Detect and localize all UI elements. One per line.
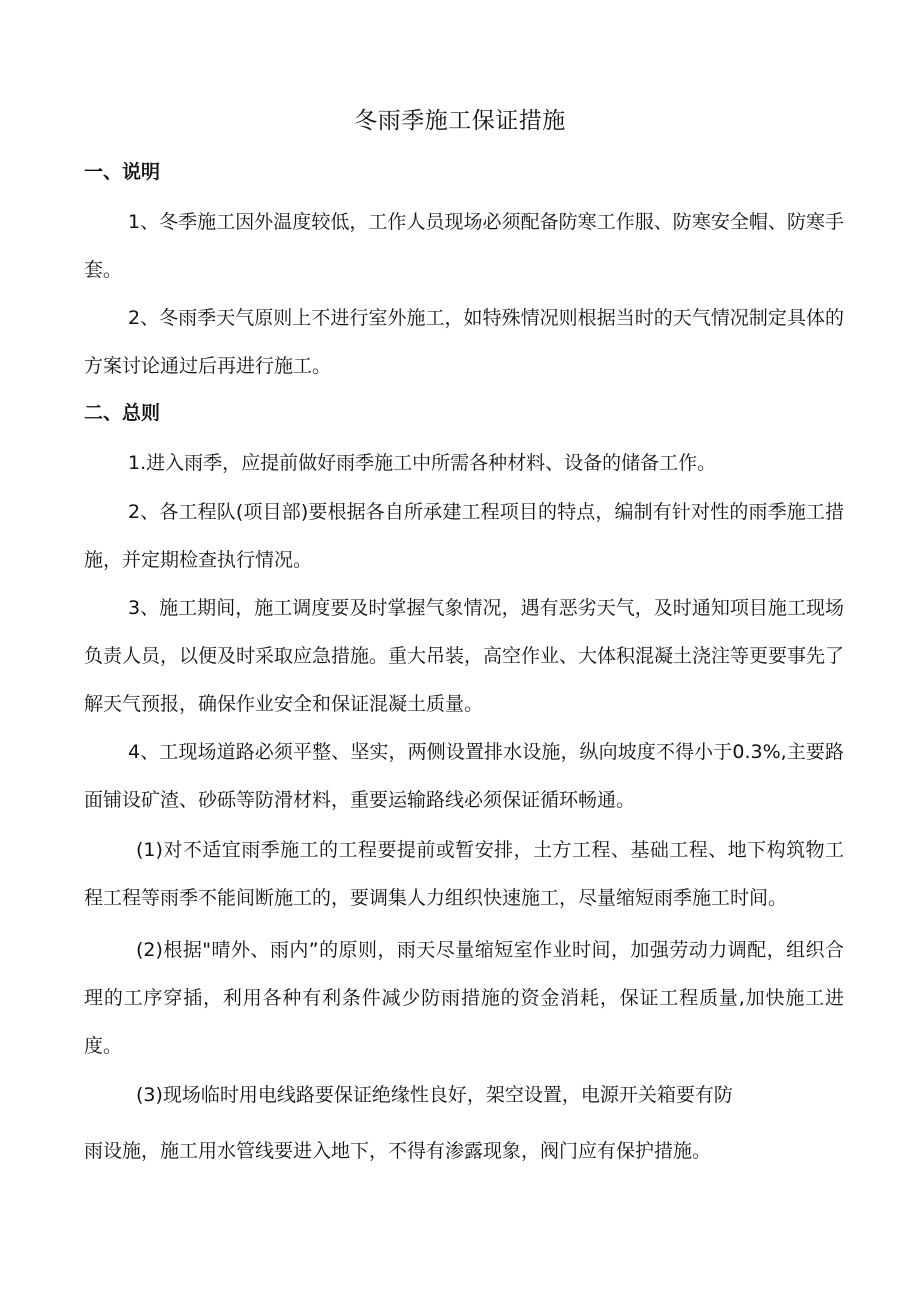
paragraph: (1)对不适宜雨季施工的工程要提前或暂安排，土方工程、基础工程、地下构筑物工程工程等雨季不能间断施工的，要调集人力组织快速施工，尽量缩短雨季施工时间。	[84, 839, 844, 909]
paragraph: 2、冬雨季天气原则上不进行室外施工，如特殊情况则根据当时的天气情况制定具体的方案讨论通过后再进行施工。	[84, 307, 844, 377]
paragraph: 2、各工程队(项目部)要根据各自所承建工程项目的特点，编制有针对性的雨季施工措施，并定期检查执行情况。	[84, 501, 844, 571]
paragraph: 1、冬季施工因外温度较低，工作人员现场必须配备防寒工作服、防寒安全帽、防寒手套。	[84, 211, 844, 281]
paragraph-line: 雨设施，施工用水管线要进入地下，不得有渗露现象，阀门应有保护措施。	[84, 1140, 712, 1162]
paragraph: (2)根据"晴外、雨内”的原则，雨天尽量缩短室作业时间，加强劳动力调配，组织合理的工序穿插，利用各种有利条件减少防雨措施的资金消耗，保证工程质量,加快施工进度。	[84, 939, 844, 1057]
paragraph: 4、工现场道路必须平整、坚实，两侧设置排水设施，纵向坡度不得小于0.3%,主要路面铺设矿渣、砂砾等防滑材料，重要运输路线必须保证循环畅通。	[84, 741, 844, 811]
paragraph: 3、施工期间，施工调度要及时掌握气象情况，遇有恶劣天气，及时通知项目施工现场负责人员，以便及时采取应急措施。重大吊装，高空作业、大体积混凝土浇注等更要事先了解天气预报，确保作业安全和保证混凝土质量。	[84, 597, 845, 715]
paragraph-line: (3)现场临时用电线路要保证绝缘性良好，架空设置，电源开关箱要有防	[136, 1084, 733, 1106]
section-heading-general: 二、总则	[84, 402, 161, 424]
document-title: 冬雨季施工保证措施	[354, 108, 566, 134]
paragraph: 1.进入雨季，应提前做好雨季施工中所需各种材料、设备的储备工作。	[128, 452, 717, 474]
section-heading-explanation: 一、说明	[84, 161, 161, 183]
